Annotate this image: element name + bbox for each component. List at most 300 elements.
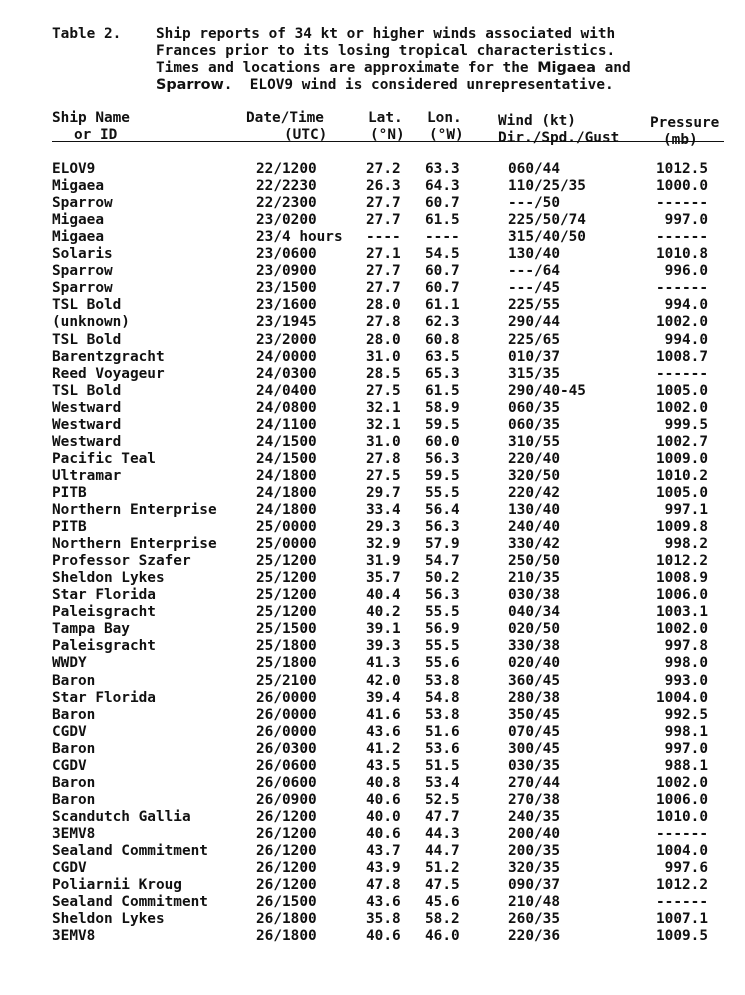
table-row xyxy=(0,332,745,349)
ship-name-cell: Ultramar xyxy=(52,467,122,484)
longitude-cell: 44.7 xyxy=(425,843,460,859)
pressure-cell: ------ xyxy=(656,280,708,297)
date-time-cell: 25/0000 xyxy=(256,519,317,536)
header-pressure: Pressure xyxy=(650,115,720,131)
ship-name-cell: Sheldon Lykes xyxy=(52,911,165,928)
pressure-cell: ------ xyxy=(656,229,708,246)
table-row xyxy=(0,349,745,366)
header-lon-unit: (°W) xyxy=(429,127,464,143)
pressure-cell: 1010.0 xyxy=(656,808,708,825)
pressure-cell: 993.0 xyxy=(664,672,708,689)
ship-name-cell: Sparrow xyxy=(52,263,113,280)
latitude-cell: 28.5 xyxy=(366,365,401,382)
table-row xyxy=(0,809,745,826)
wind-cell: 270/38 xyxy=(508,791,560,808)
latitude-cell: 27.7 xyxy=(366,280,401,297)
longitude-cell: 60.8 xyxy=(425,331,460,348)
latitude-cell: 27.1 xyxy=(366,246,401,263)
pressure-cell: 1006.0 xyxy=(656,587,708,604)
latitude-cell: 47.8 xyxy=(366,877,401,894)
table-row xyxy=(0,707,745,724)
ship-name-cell: Baron xyxy=(52,706,96,723)
date-time-cell: 24/0300 xyxy=(256,365,317,382)
wind-cell: 220/40 xyxy=(508,450,560,467)
table-row xyxy=(0,673,745,690)
ship-name-cell: Baron xyxy=(52,672,96,689)
date-time-cell: 24/1500 xyxy=(256,433,317,450)
ship-name-cell: PITB xyxy=(52,519,87,536)
date-time-cell: 25/0000 xyxy=(256,536,317,553)
latitude-cell: 39.3 xyxy=(366,638,401,655)
header-lat: Lat. xyxy=(368,110,403,126)
table-label: Table 2. xyxy=(52,26,122,42)
ship-name-cell: ELOV9 xyxy=(52,161,96,177)
pressure-cell: 998.1 xyxy=(664,723,708,740)
date-time-cell: 25/1800 xyxy=(256,638,317,655)
caption-line-4 xyxy=(156,77,745,94)
latitude-cell: 40.4 xyxy=(366,587,401,604)
pressure-cell: 1002.0 xyxy=(656,774,708,791)
longitude-cell: 47.7 xyxy=(425,808,460,825)
date-time-cell: 22/2230 xyxy=(256,178,317,195)
table-row xyxy=(0,297,745,314)
wind-cell: 225/50/74 xyxy=(508,212,586,229)
latitude-cell: 31.9 xyxy=(366,553,401,570)
longitude-cell: 47.5 xyxy=(425,877,460,894)
pressure-cell: 1002.0 xyxy=(656,621,708,638)
date-time-cell: 24/1500 xyxy=(256,450,317,467)
longitude-cell: 60.0 xyxy=(425,433,460,450)
header-or-id: or ID xyxy=(74,127,118,143)
date-time-cell: 23/4 hours xyxy=(256,229,343,246)
ship-name-cell: Migaea xyxy=(52,229,104,246)
table-row xyxy=(0,161,745,178)
pressure-cell: 997.8 xyxy=(664,638,708,655)
latitude-cell: 29.3 xyxy=(366,519,401,536)
table-row xyxy=(0,229,745,246)
ship-name-cell: TSL Bold xyxy=(52,382,122,399)
table-row xyxy=(0,758,745,775)
latitude-cell: 27.7 xyxy=(366,212,401,229)
longitude-cell: 60.7 xyxy=(425,263,460,280)
longitude-cell: 54.7 xyxy=(425,553,460,570)
wind-cell: 060/35 xyxy=(508,416,560,433)
wind-cell: 225/55 xyxy=(508,297,560,314)
date-time-cell: 26/1200 xyxy=(256,825,317,842)
header-wind: Wind (kt) xyxy=(498,113,576,129)
longitude-cell: 44.3 xyxy=(425,825,460,842)
date-time-cell: 25/1200 xyxy=(256,570,317,587)
wind-cell: 110/25/35 xyxy=(508,178,586,195)
latitude-cell: 39.1 xyxy=(366,621,401,638)
pressure-cell: ------ xyxy=(656,195,708,212)
wind-cell: 090/37 xyxy=(508,877,560,894)
table-row xyxy=(0,400,745,417)
ship-name-cell: TSL Bold xyxy=(52,331,122,348)
ship-name-cell: Westward xyxy=(52,399,122,416)
wind-cell: 040/34 xyxy=(508,604,560,621)
wind-cell: 315/35 xyxy=(508,365,560,382)
pressure-cell: 997.0 xyxy=(664,740,708,757)
pressure-cell: 1004.0 xyxy=(656,689,708,706)
pressure-cell: 1008.7 xyxy=(656,348,708,365)
ship-name-cell: Paleisgracht xyxy=(52,604,156,621)
longitude-cell: 53.8 xyxy=(425,672,460,689)
date-time-cell: 24/1100 xyxy=(256,416,317,433)
table-row xyxy=(0,877,745,894)
ship-name-cell: Sparrow xyxy=(52,280,113,297)
wind-cell: 200/35 xyxy=(508,843,560,859)
wind-cell: 225/65 xyxy=(508,331,560,348)
wind-cell: 220/36 xyxy=(508,928,560,945)
date-time-cell: 25/1200 xyxy=(256,553,317,570)
wind-cell: 330/38 xyxy=(508,638,560,655)
longitude-cell: 55.5 xyxy=(425,484,460,501)
pressure-cell: 1002.0 xyxy=(656,314,708,331)
pressure-cell: 996.0 xyxy=(664,263,708,280)
latitude-cell: 40.2 xyxy=(366,604,401,621)
date-time-cell: 26/1200 xyxy=(256,808,317,825)
ship-name-cell: Pacific Teal xyxy=(52,450,156,467)
pressure-cell: 1007.1 xyxy=(656,911,708,928)
latitude-cell: ---- xyxy=(366,229,401,246)
date-time-cell: 26/0600 xyxy=(256,757,317,774)
ship-name-cell: Star Florida xyxy=(52,587,156,604)
wind-cell: 280/38 xyxy=(508,689,560,706)
longitude-cell: 54.8 xyxy=(425,689,460,706)
latitude-cell: 33.4 xyxy=(366,502,401,518)
table-row xyxy=(0,604,745,621)
wind-cell: 070/45 xyxy=(508,723,560,740)
wind-cell: ---/45 xyxy=(508,280,560,297)
latitude-cell: 31.0 xyxy=(366,348,401,365)
wind-cell: 350/45 xyxy=(508,706,560,723)
ship-name-cell: 3EMV8 xyxy=(52,928,96,945)
wind-cell: 210/48 xyxy=(508,894,560,911)
latitude-cell: 27.7 xyxy=(366,263,401,280)
date-time-cell: 23/1945 xyxy=(256,314,317,331)
date-time-cell: 22/1200 xyxy=(256,161,317,177)
ship-name-cell: Sheldon Lykes xyxy=(52,570,165,587)
table-row xyxy=(0,417,745,434)
wind-cell: 330/42 xyxy=(508,536,560,553)
latitude-cell: 40.6 xyxy=(366,791,401,808)
caption-line-3-text: Times and locations are approximate for the xyxy=(156,60,538,76)
ship-name-cell: Migaea xyxy=(52,212,104,229)
wind-cell: 310/55 xyxy=(508,433,560,450)
longitude-cell: 62.3 xyxy=(425,314,460,331)
ship-name-cell: Poliarnii Kroug xyxy=(52,877,182,894)
wind-cell: 290/44 xyxy=(508,314,560,331)
pressure-cell: 1005.0 xyxy=(656,382,708,399)
table-row xyxy=(0,570,745,587)
date-time-cell: 23/0900 xyxy=(256,263,317,280)
wind-cell: 020/40 xyxy=(508,655,560,672)
wind-cell: ---/64 xyxy=(508,263,560,280)
longitude-cell: 65.3 xyxy=(425,365,460,382)
longitude-cell: 54.5 xyxy=(425,246,460,263)
table-row xyxy=(0,621,745,638)
pressure-cell: 1002.7 xyxy=(656,433,708,450)
date-time-cell: 23/1500 xyxy=(256,280,317,297)
pressure-cell: 1012.2 xyxy=(656,553,708,570)
ship-name-cell: Northern Enterprise xyxy=(52,536,217,553)
wind-cell: 260/35 xyxy=(508,911,560,928)
latitude-cell: 41.2 xyxy=(366,740,401,757)
ship-name-cell: Sealand Commitment xyxy=(52,843,208,859)
table-row xyxy=(0,724,745,741)
table-row xyxy=(0,314,745,331)
date-time-cell: 26/1200 xyxy=(256,860,317,877)
longitude-cell: 64.3 xyxy=(425,178,460,195)
pressure-cell: 994.0 xyxy=(664,331,708,348)
table-row xyxy=(0,178,745,195)
table-row xyxy=(0,553,745,570)
pressure-cell: 1009.5 xyxy=(656,928,708,945)
pressure-cell: 997.0 xyxy=(664,212,708,229)
latitude-cell: 35.8 xyxy=(366,911,401,928)
latitude-cell: 32.1 xyxy=(366,416,401,433)
wind-cell: 020/50 xyxy=(508,621,560,638)
ship-name-cell: 3EMV8 xyxy=(52,825,96,842)
latitude-cell: 31.0 xyxy=(366,433,401,450)
date-time-cell: 24/0000 xyxy=(256,348,317,365)
date-time-cell: 26/0000 xyxy=(256,706,317,723)
date-time-cell: 26/1800 xyxy=(256,928,317,945)
pressure-cell: 1008.9 xyxy=(656,570,708,587)
table-row xyxy=(0,928,745,945)
pressure-cell: 999.5 xyxy=(664,416,708,433)
wind-cell: 320/35 xyxy=(508,860,560,877)
ship-name-cell: Paleisgracht xyxy=(52,638,156,655)
ship-name-cell: PITB xyxy=(52,484,87,501)
date-time-cell: 26/0000 xyxy=(256,689,317,706)
pressure-cell: 997.6 xyxy=(664,860,708,877)
longitude-cell: 58.9 xyxy=(425,399,460,416)
latitude-cell: 39.4 xyxy=(366,689,401,706)
ship-name-cell: Baron xyxy=(52,774,96,791)
latitude-cell: 43.5 xyxy=(366,757,401,774)
pressure-cell: 994.0 xyxy=(664,297,708,314)
latitude-cell: 43.6 xyxy=(366,723,401,740)
table-row xyxy=(0,383,745,400)
wind-cell: 200/40 xyxy=(508,825,560,842)
wind-cell: 030/38 xyxy=(508,587,560,604)
pressure-cell: 997.1 xyxy=(664,502,708,518)
wind-cell: 210/35 xyxy=(508,570,560,587)
longitude-cell: 45.6 xyxy=(425,894,460,911)
date-time-cell: 26/1500 xyxy=(256,894,317,911)
date-time-cell: 26/0000 xyxy=(256,723,317,740)
ship-name-cell: Reed Voyageur xyxy=(52,365,165,382)
header-lat-unit: (°N) xyxy=(370,127,405,143)
latitude-cell: 43.6 xyxy=(366,894,401,911)
pressure-cell: 1010.2 xyxy=(656,467,708,484)
date-time-cell: 26/0600 xyxy=(256,774,317,791)
pressure-cell: 1002.0 xyxy=(656,399,708,416)
ship-name-cell: Sparrow xyxy=(52,195,113,212)
longitude-cell: 56.4 xyxy=(425,502,460,518)
table-row xyxy=(0,690,745,707)
latitude-cell: 41.6 xyxy=(366,706,401,723)
latitude-cell: 27.2 xyxy=(366,161,401,177)
wind-cell: 315/40/50 xyxy=(508,229,586,246)
longitude-cell: 60.7 xyxy=(425,195,460,212)
caption-line-4-text: . ELOV9 wind is considered unrepresentative. xyxy=(223,77,614,93)
latitude-cell: 43.7 xyxy=(366,843,401,859)
ship-name-cell: CGDV xyxy=(52,860,87,877)
caption-line-2: Frances prior to its losing tropical characteristics. xyxy=(156,43,616,59)
longitude-cell: 55.5 xyxy=(425,638,460,655)
table-row xyxy=(0,741,745,758)
wind-cell: 300/45 xyxy=(508,740,560,757)
date-time-cell: 26/0300 xyxy=(256,740,317,757)
date-time-cell: 25/2100 xyxy=(256,672,317,689)
table-row xyxy=(0,536,745,553)
ship-name-cell: Barentzgracht xyxy=(52,348,165,365)
longitude-cell: 51.2 xyxy=(425,860,460,877)
longitude-cell: 50.2 xyxy=(425,570,460,587)
wind-cell: 240/35 xyxy=(508,808,560,825)
table-row xyxy=(0,212,745,229)
latitude-cell: 43.9 xyxy=(366,860,401,877)
ship-name-cell: TSL Bold xyxy=(52,297,122,314)
longitude-cell: 56.3 xyxy=(425,450,460,467)
pressure-cell: ------ xyxy=(656,825,708,842)
table-row xyxy=(0,792,745,809)
pressure-cell: 1009.0 xyxy=(656,450,708,467)
ship-name-cell: Professor Szafer xyxy=(52,553,191,570)
table-row xyxy=(0,775,745,792)
header-ship-name: Ship Name xyxy=(52,110,130,126)
latitude-cell: 32.9 xyxy=(366,536,401,553)
pressure-cell: 998.2 xyxy=(664,536,708,553)
latitude-cell: 29.7 xyxy=(366,484,401,501)
ship-name-cell: Scandutch Gallia xyxy=(52,808,191,825)
wind-cell: 270/44 xyxy=(508,774,560,791)
table-row xyxy=(0,451,745,468)
table-row xyxy=(0,195,745,212)
longitude-cell: 63.5 xyxy=(425,348,460,365)
wind-cell: 220/42 xyxy=(508,484,560,501)
latitude-cell: 27.5 xyxy=(366,382,401,399)
caption-line-3 xyxy=(156,60,745,77)
header-wind-format: Dir./Spd./Gust xyxy=(498,130,620,146)
wind-cell: 010/37 xyxy=(508,348,560,365)
caption-line-1: Ship reports of 34 kt or higher winds associated with xyxy=(156,26,616,42)
pressure-cell: 1005.0 xyxy=(656,484,708,501)
table-row xyxy=(0,638,745,655)
date-time-cell: 23/2000 xyxy=(256,331,317,348)
pressure-cell: 1012.5 xyxy=(656,161,708,177)
header-lon: Lon. xyxy=(427,110,462,126)
latitude-cell: 27.5 xyxy=(366,467,401,484)
wind-cell: 060/35 xyxy=(508,399,560,416)
wind-cell: ---/50 xyxy=(508,195,560,212)
wind-cell: 030/35 xyxy=(508,757,560,774)
latitude-cell: 40.8 xyxy=(366,774,401,791)
caption-ship-migaea: Migaea xyxy=(537,60,596,76)
longitude-cell: 59.5 xyxy=(425,416,460,433)
date-time-cell: 23/1600 xyxy=(256,297,317,314)
header-rule xyxy=(52,141,724,142)
date-time-cell: 24/1800 xyxy=(256,502,317,518)
wind-cell: 250/50 xyxy=(508,553,560,570)
wind-cell: 130/40 xyxy=(508,502,560,518)
table-row xyxy=(0,434,745,451)
longitude-cell: 56.3 xyxy=(425,519,460,536)
pressure-cell: 1009.8 xyxy=(656,519,708,536)
table-row xyxy=(0,911,745,928)
pressure-cell: 992.5 xyxy=(664,706,708,723)
ship-name-cell: Baron xyxy=(52,791,96,808)
longitude-cell: 56.9 xyxy=(425,621,460,638)
date-time-cell: 22/2300 xyxy=(256,195,317,212)
ship-name-cell: WWDY xyxy=(52,655,87,672)
longitude-cell: 61.5 xyxy=(425,212,460,229)
longitude-cell: 55.5 xyxy=(425,604,460,621)
wind-cell: 060/44 xyxy=(508,161,560,177)
table-row xyxy=(0,655,745,672)
pressure-cell: ------ xyxy=(656,894,708,911)
table-row xyxy=(0,894,745,911)
latitude-cell: 28.0 xyxy=(366,297,401,314)
longitude-cell: 53.4 xyxy=(425,774,460,791)
latitude-cell: 27.7 xyxy=(366,195,401,212)
ship-name-cell: Northern Enterprise xyxy=(52,502,217,518)
caption-text xyxy=(156,26,745,94)
ship-name-cell: Tampa Bay xyxy=(52,621,130,638)
table-row xyxy=(0,860,745,877)
latitude-cell: 32.1 xyxy=(366,399,401,416)
longitude-cell: 57.9 xyxy=(425,536,460,553)
latitude-cell: 40.0 xyxy=(366,808,401,825)
latitude-cell: 35.7 xyxy=(366,570,401,587)
pressure-cell: 1006.0 xyxy=(656,791,708,808)
longitude-cell: 58.2 xyxy=(425,911,460,928)
pressure-cell: ------ xyxy=(656,365,708,382)
date-time-cell: 24/1800 xyxy=(256,484,317,501)
pressure-cell: 1004.0 xyxy=(656,843,708,859)
date-time-cell: 24/0800 xyxy=(256,399,317,416)
table-row xyxy=(0,587,745,604)
longitude-cell: 53.6 xyxy=(425,740,460,757)
wind-cell: 320/50 xyxy=(508,467,560,484)
latitude-cell: 40.6 xyxy=(366,825,401,842)
header-utc: (UTC) xyxy=(284,127,328,143)
date-time-cell: 25/1500 xyxy=(256,621,317,638)
ship-name-cell: Westward xyxy=(52,433,122,450)
longitude-cell: 46.0 xyxy=(425,928,460,945)
ship-name-cell: (unknown) xyxy=(52,314,130,331)
table-row xyxy=(0,843,745,860)
ship-name-cell: CGDV xyxy=(52,757,87,774)
latitude-cell: 27.8 xyxy=(366,450,401,467)
date-time-cell: 23/0200 xyxy=(256,212,317,229)
longitude-cell: 52.5 xyxy=(425,791,460,808)
pressure-cell: 1010.8 xyxy=(656,246,708,263)
longitude-cell: 61.5 xyxy=(425,382,460,399)
latitude-cell: 42.0 xyxy=(366,672,401,689)
ship-name-cell: Solaris xyxy=(52,246,113,263)
header-pressure-unit: (mb) xyxy=(663,132,698,148)
longitude-cell: 63.3 xyxy=(425,161,460,177)
date-time-cell: 25/1200 xyxy=(256,587,317,604)
longitude-cell: 60.7 xyxy=(425,280,460,297)
longitude-cell: 51.5 xyxy=(425,757,460,774)
ship-name-cell: Star Florida xyxy=(52,689,156,706)
date-time-cell: 25/1200 xyxy=(256,604,317,621)
